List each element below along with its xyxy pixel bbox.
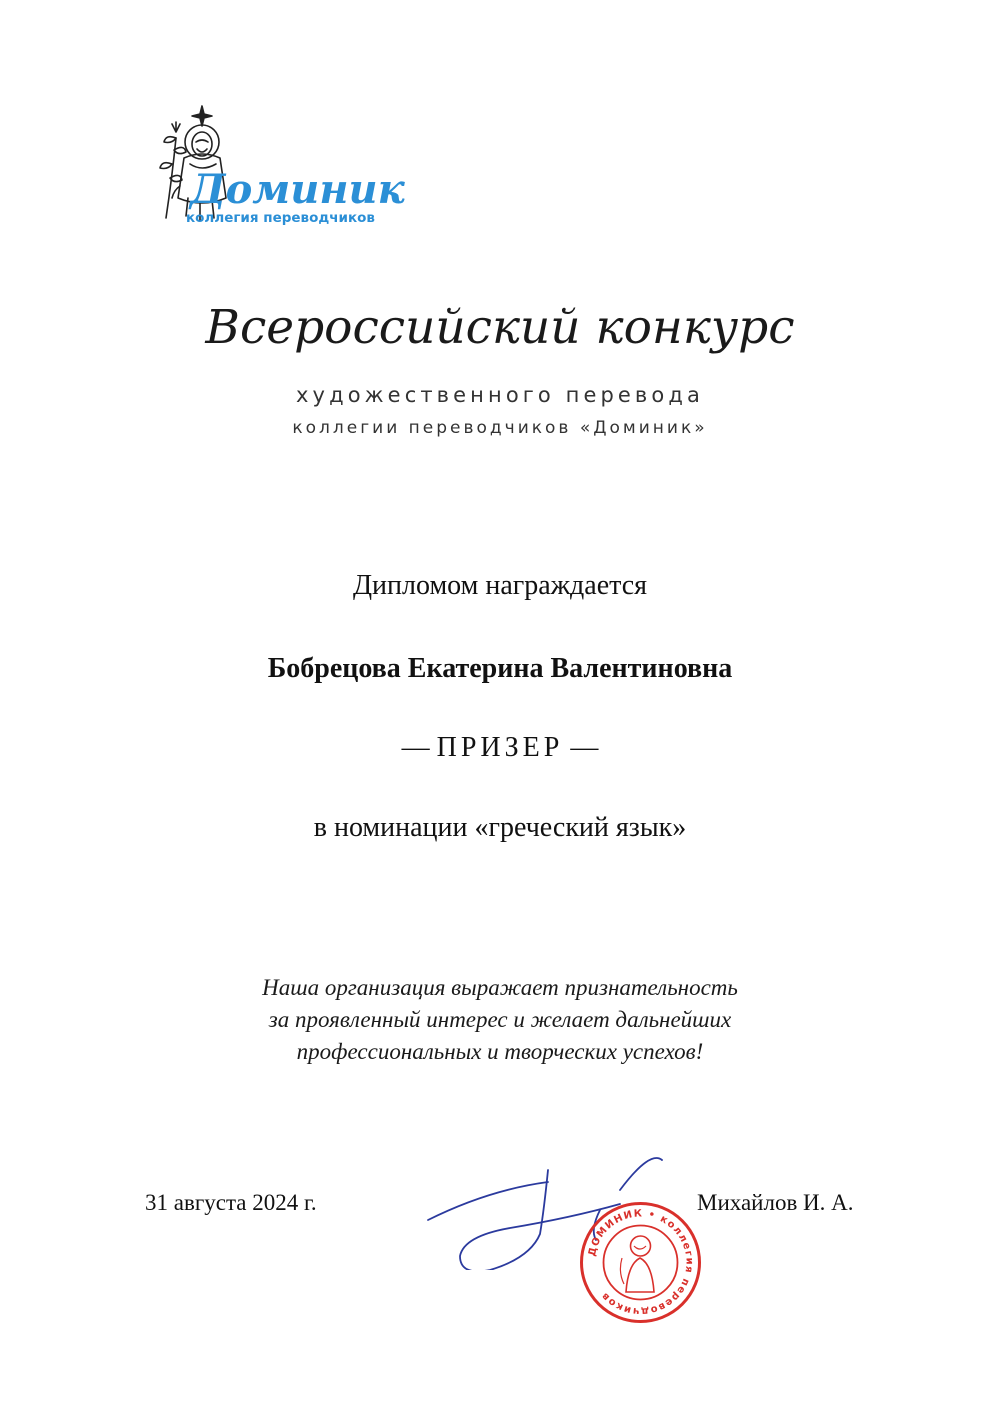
thanks-line-2: за проявленный интерес и желает дальнейших (268, 1007, 732, 1032)
thanks-line-3: профессиональных и творческих успехов! (296, 1039, 704, 1064)
recipient-name: Бобрецова Екатерина Валентиновна (267, 653, 733, 684)
organization-stamp (578, 1200, 703, 1325)
contest-title: Всероссийский конкурс (205, 300, 795, 355)
thanks-message (0, 972, 1000, 1068)
logo-subtitle: коллегия переводчиков (186, 210, 375, 226)
award-rank (0, 732, 1000, 764)
thanks-line-1: Наша организация выражает признательность (262, 975, 738, 1000)
rank-dash-right: — (563, 732, 599, 763)
contest-organizer: коллегии переводчиков «Доминик» (292, 418, 708, 438)
stamp-text: ДОМИНИК • коллегия переводчиков (586, 1208, 695, 1317)
award-nomination: в номинации «греческий язык» (313, 812, 687, 843)
award-intro: Дипломом награждается (352, 570, 648, 601)
logo-name: Доминик (190, 166, 405, 213)
contest-subtitle: художественного перевода (296, 383, 704, 407)
issue-date: 31 августа 2024 г. (145, 1190, 317, 1215)
rank-dash-left: — (401, 732, 437, 763)
rank-label: ПРИЗЕР (436, 732, 564, 763)
signer-name: Михайлов И. А. (697, 1190, 854, 1215)
